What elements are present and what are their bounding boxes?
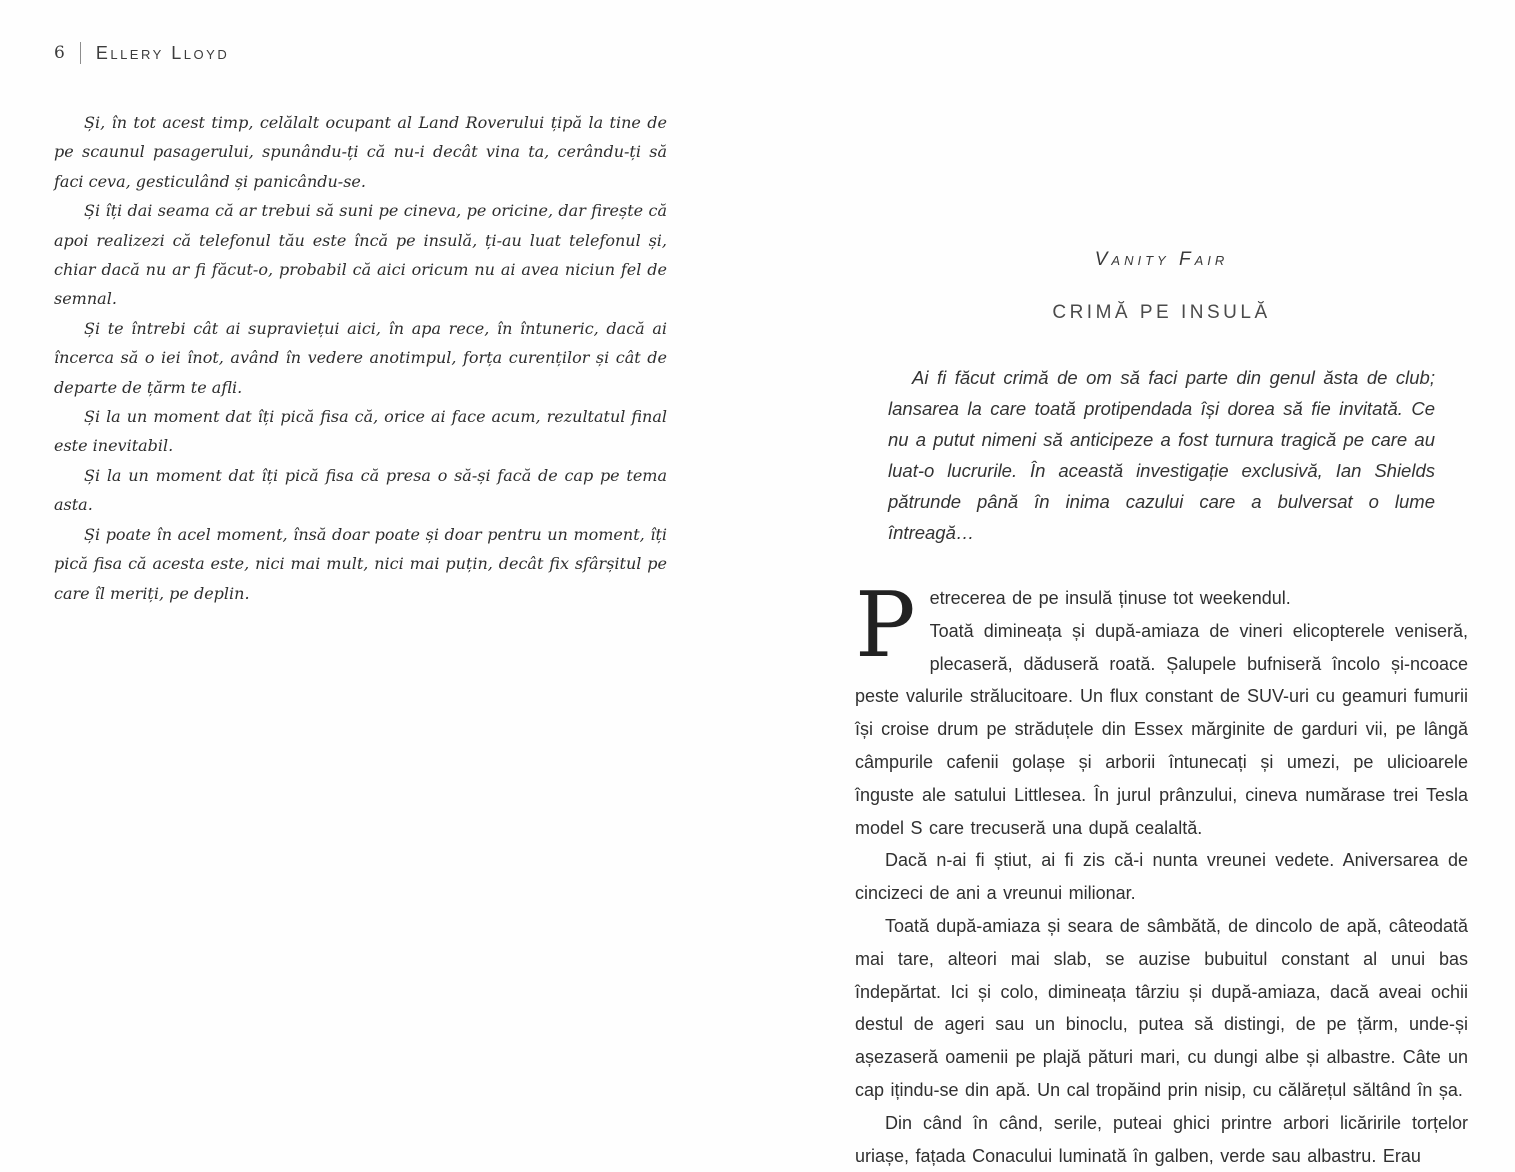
paragraph: Din când în când, serile, puteai ghici printre arbori licăririle torțelor uriașe, fațada Conacului luminată în galben, verde sau albastru. Erau bbox=[855, 1112, 1468, 1166]
page-number: 6 bbox=[54, 43, 65, 63]
header-divider bbox=[80, 42, 81, 64]
source-attribution: Vanity Fair bbox=[1094, 249, 1229, 270]
left-text-block bbox=[54, 108, 667, 608]
running-header-author: Ellery Lloyd bbox=[95, 42, 230, 63]
right-text-block bbox=[855, 573, 1468, 1172]
drop-cap: P bbox=[855, 573, 916, 678]
opening-paragraph bbox=[855, 573, 1468, 844]
right-page bbox=[855, 0, 1468, 1172]
paragraph: Și te întrebi cât ai supraviețui aici, în apa rece, în întuneric, dacă ai încerca să o iei înot, având în vedere anotimpul, forța curenților și cât de departe de țărm te afli. bbox=[54, 318, 667, 397]
opening-continuation: Toată dimineața și după-amiaza de vineri elicopterele veniseră, plecaseră, dăduseră roată. Șalupele bufniseră încolo și-ncoace peste valurile strălucitoare. Un flux constant de SUV-uri cu geamuri fumurii își croise drum pe străduțele din Essex mărginite de garduri vii, pe lângă câmpurile cafenii golașe și arborii întunecați și umezi, pe ulicioarele înguste ale satului Littlesea. În jurul prânzului, cineva numărase trei Tesla model S care trecuseră una după cealaltă. bbox=[855, 620, 1468, 838]
paragraph: Și la un moment dat îți pică fisa că presa o să-și facă de cap pe tema asta. bbox=[54, 465, 667, 515]
excerpt-paragraph: Ai fi făcut crimă de om să faci parte din genul ăsta de club; lansarea la care toată protipendada își dorea să fie invitată. Ce nu a putut nimeni să anticipeze a fost turnura tragică pe care au luat-o lucrurile. În această investigație exclusivă, Ian Shields pătrunde până în inima cazului care a bulversat o lume întreagă… bbox=[888, 367, 1435, 543]
left-page bbox=[54, 0, 667, 608]
paragraph: Dacă n-ai fi știut, ai fi zis că-i nunta vreunei vedete. Aniversarea de cincizeci de ani a vreunui milionar. bbox=[855, 850, 1468, 904]
paragraph: Și poate în acel moment, însă doar poate și doar pentru un moment, îți pică fisa că acesta este, nici mai mult, nici mai puțin, decât fix sfârșitul pe care îl meriți, pe deplin. bbox=[54, 524, 667, 603]
chapter-title: CRIMĂ PE INSULĂ bbox=[1052, 302, 1271, 323]
opening-first-line: etrecerea de pe insulă ținuse tot weekendul. bbox=[929, 588, 1291, 608]
paragraph: Toată după-amiaza și seara de sâmbătă, de dincolo de apă, câteodată mai tare, alteori mai slab, se auzise bubuitul constant al unui bas îndepărtat. Ici și colo, dimineața târziu și după-amiaza, dacă aveai ochii destul de ageri sau un binoclu, putea să distingi, de pe țărm, unde-și așezaseră oamenii pe plajă pături mari, cu dungi albe și albastre. Câte un cap ițindu-se din apă. Un cal tropăind prin nisip, cu călărețul săltând în șa. bbox=[855, 915, 1468, 1100]
paragraph: Și la un moment dat îți pică fisa că, orice ai face acum, rezultatul final este inevitabil. bbox=[54, 407, 667, 456]
paragraph: Și, în tot acest timp, celălalt ocupant al Land Roverului țipă la tine de pe scaunul pasagerului, spunându-ți că nu-i decât vina ta, cerându-ți să faci ceva, gesticulând și panicându-se. bbox=[54, 113, 667, 191]
paragraph: Și îți dai seama că ar trebui să suni pe cineva, pe oricine, dar firește că apoi realizezi că telefonul tău este încă pe insulă, ți-au luat telefonul și, chiar dacă nu ar fi făcut-o, probabil că aici oricum nu ai avea niciun fel de semnal. bbox=[54, 201, 667, 309]
running-header bbox=[54, 42, 667, 64]
